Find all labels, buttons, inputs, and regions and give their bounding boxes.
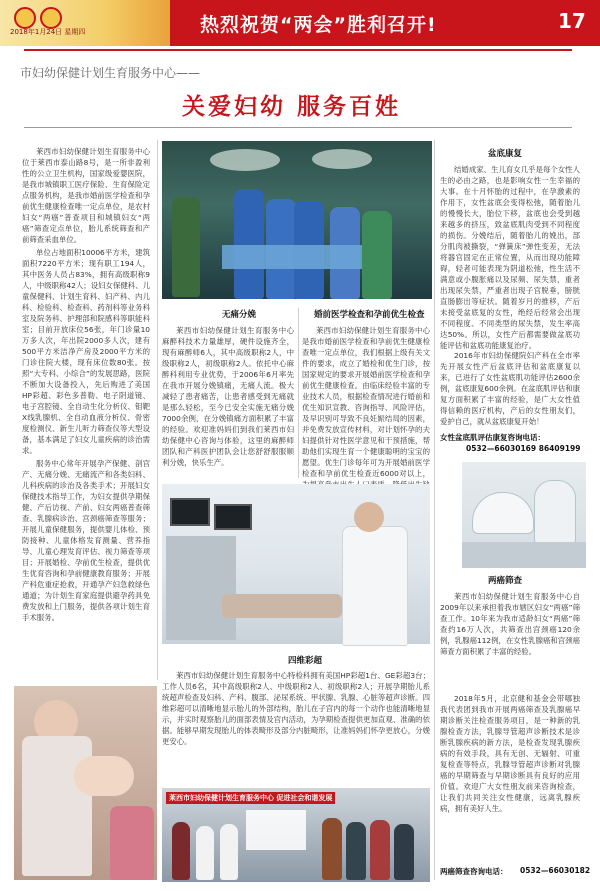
title-rule <box>24 127 572 128</box>
column-divider <box>434 140 435 460</box>
event-banner: 莱西市妇幼保健计划生育服务中心 促进社会和谐发展 <box>166 792 335 804</box>
header-rule <box>24 49 572 51</box>
column-divider <box>298 308 299 478</box>
section-body-pelvic: 结婚成家、生儿育女几乎是每个女性人生的必由之路，也是影响女性一生幸福的大事。在十月怀胎的过程中，在孕激素的作用下，女性盆底会变得松弛，随着胎儿的慢慢长大，胎位下移，盆底也会受到越来越多的挤压，致盆底肌肉受到不同程度的损伤。分娩结后，随着胎儿的娩出，部分肌肉被撕裂，“弹簧床”弹性变差，无法将器官固定在正常位置，从而出现功能障碍，轻者可能表现为阴道松弛，性生活不满意或小腹胀痛以及尿频、尿失禁，重者出现尿失禁，严重者出现子宫脱垂，膀胱直肠膨出等症状。随着岁月的推移，产后未接受盆底复的女性，绝经后经常会出现不同程度、不同类型的尿失禁，发生率高达50%。所以，女性产后都需要做盆底功能评估和盆底功能康复治疗。 <box>440 165 580 350</box>
screening-hotline-label: 两癌筛查咨询电话： <box>440 867 508 876</box>
section-heading-pelvic: 盆底康复 <box>488 149 523 159</box>
pelvic-pod-photo <box>462 462 586 568</box>
operating-room-photo <box>162 141 432 299</box>
section-body-painless: 莱西市妇幼保健计划生育服务中心麻醉科技术力量雄厚，硬件设施齐全，现有麻醉师6人，其中高级职称2人，中级职称2人，初级职称2人。依托中心麻醉科利用专业优势，于2006年6月率先在我市开展分娩镇痛，无痛人流。极大减轻了患者痛苦，让患者感受到无痛就是那么轻松，至今已安全实施无痛分娩7000余例，在分娩镇痛方面积累了丰富的经验。欢迎准妈妈们到我们莱西市妇幼保健中心咨询与体验，这里的麻醉师团队和产科医护团队会让您舒舒服服顺利分娩，快乐生产。 <box>162 326 294 467</box>
section-heading-ultrasound: 四维彩超 <box>288 656 323 666</box>
page-number: 17 <box>558 9 586 33</box>
section-body-screening-2: 2018年5月，北京健和基金会带哪独我代表团到我市开展两癌筛查及乳腺癌早期诊断关注检查服务项目，是一种新的乳腺检查方法，乳腺导管超声诊断技术是诊断乳腺疾病的新方法，是检查发现乳腺疾病的有效手段，具有无创、无辐射、可重复检查等特点，乳腺导管超声诊断对乳腺癌的早期筛查与早期诊断具有良好的应用价值。欢迎广大女性朋友前来咨询检查，让我们共同关注女性健康，远离乳腺疾病，拥有美好人生。 <box>440 694 580 813</box>
intro-paragraph: 单位占地面积10006平方米，建筑面积7220平方米；现有职工194人，其中医务人员占83%，拥有高级职称9人，中级职称42人；设妇女保健科、儿童保健科、计划生育科、妇产科、内儿科、检验科、检查科、药剂科等业务科室及院务科、护理部和院感科等职能科室；目前开放床位56张，年门诊量10万多人次，年出院2000多人次，建有500平方米洁净产房及2000平方米的门诊住院大楼，现有床位数80张。按照“大专科、小综合”的发展思路，医院不断加大设备投入，先后购进了美国HP彩超、彩色多普勒、电子阴道镜、电子宫腔镜、全自动生化分析仪、钼靶X线乳腺机、全自动血液分析仪、骨密度检测仪、新生儿听力筛查仪等大型设备，基本满足了妇女儿童疾病的诊治需求。 <box>22 248 150 455</box>
section-heading-painless: 无痛分娩 <box>222 310 257 320</box>
ultrasound-clinic-photo <box>162 484 430 644</box>
party-emblem-icon <box>40 7 62 29</box>
issue-date: 2018年1月24日 星期四 <box>10 28 86 36</box>
header-slogan: 热烈祝贺“两会”胜利召开! <box>200 14 437 36</box>
intro-paragraph: 服务中心常年开展孕产保健、剖宫产、无痛分娩、无痛流产和各类妇科、儿科疾病的诊治及各类手术；开展妇女保健技术指导工作，为妇女提供孕期保健、产后访视、产前、妇女两癌普查筛查、乳腺病诊治、宫颈癌筛查等服务；开展儿童保健服务，提供婴儿体检、预防接种、儿童体格发育测量、营养指导、儿童心理发育评估、视力筛查等项目；开展婚检、孕前优生检查，提供优生优育咨询和孕前健康教育服务；开展产科危重症抢救，开通孕产妇急救绿色通道；为计划生育家庭提供避孕药具免费发放和上门服务，提供各项计划生育手术服务。 <box>22 459 150 622</box>
section-body-premarital: 莱西市妇幼保健计划生育服务中心是我市婚前医学检查和孕前优生健康检查唯一定点单位，我们根据上级有关文件的要求，成立了婚检和优生门诊，按国家规定的要求开展婚前医学检查和孕前优生健康检查。由临床经验丰富的专业技术人员，根据检查情况进行婚前和优生知识宣教、咨询指导、风险评估，及早识别可导致不良妊娠结局的因素，并免费发放宣传材料，对计划怀孕的夫妇提供针对性医学意见和干预措施，帮助他们实现生育一个健康聪明的宝宝的愿望。优生门诊每年可为开展婚前医学检查和孕前优生检查近6000对以上， <box>302 326 430 478</box>
section-body-ultrasound: 莱西市妇幼保健计划生育服务中心特检科拥有美国HP彩超1台、GE彩超3台；工作人员6名，其中高级职称2人、中级职称2人、初级职称2人；开展孕期胎儿系统超声检查及妇科、产科、腹部、泌尿系统、甲状腺、乳腺、心脏等超声诊断。四维彩超可以清晰地显示胎儿的外部结构，胎儿在子宫内的每一个动作也能清晰地显示，并实时观察胎儿的面部表情及宫内活动，为孕期检查提供更加直观、准确的依据。能够早期发现胎儿的体表畸形及部分内脏畸形，让准妈妈们怀孕更放心，分娩更安心。 <box>162 671 430 746</box>
intro-column <box>22 146 150 658</box>
section-heading-premarital: 婚前医学检查和孕前优生检查 <box>314 310 425 320</box>
article-title: 关爱妇幼 服务百姓 <box>182 93 402 120</box>
section-body-pelvic-2: 2016年市妇幼保健院妇产科在全市率先开展女性产后盆底评估和盆底康复以来，已进行了女性盆底肌功能评估2600余例，盆底康复600余例。在盆底肌评估和康复方面积累了丰富的经验，是广大女性值得信赖的医疗机构，产后的女性朋友们，爱护自己，就从盆底康复开始！ <box>440 351 580 426</box>
column-divider <box>157 140 158 680</box>
infant-care-photo <box>14 686 157 880</box>
pelvic-hotline-label: 女性盆底肌评估康复咨询电话： <box>440 433 545 442</box>
screening-event-photo <box>162 788 430 882</box>
pelvic-hotline-numbers: 0532—66030169 86409199 <box>466 444 581 453</box>
column-divider <box>434 460 435 880</box>
screening-hotline-numbers: 0532—66030182 <box>520 866 591 875</box>
article-subtitle: 市妇幼保健计划生育服务中心—— <box>20 66 201 80</box>
section-body-screening: 莱西市妇幼保健计划生育服务中心自2009年以来承担着我市辖区妇女“两癌”筛查工作。10年来为我市适龄妇女“两癌”筛查约16万人次，共筛查出宫颈癌120余例，乳腺癌112例，在女性乳腺癌和宫颈癌筛查方面积累了丰富的经验。 <box>440 592 580 656</box>
national-emblem-icon <box>14 7 36 29</box>
intro-paragraph: 莱西市妇幼保健计划生育服务中心位于莱西市泰山路8号，是一所非盈利性的公立卫生机构，国家级爱婴医院，是我市城镇职工医疗保险、生育保险定点服务机构，是我市婚前医学检查和孕前优生健康检查唯一定点单位，是农村妇女“两癌”普查项目和城镇妇女“两癌”筛查定点单位，胎儿系统筛查和产前筛查采血单位。 <box>22 147 150 244</box>
section-heading-screening: 两癌筛查 <box>488 576 523 586</box>
